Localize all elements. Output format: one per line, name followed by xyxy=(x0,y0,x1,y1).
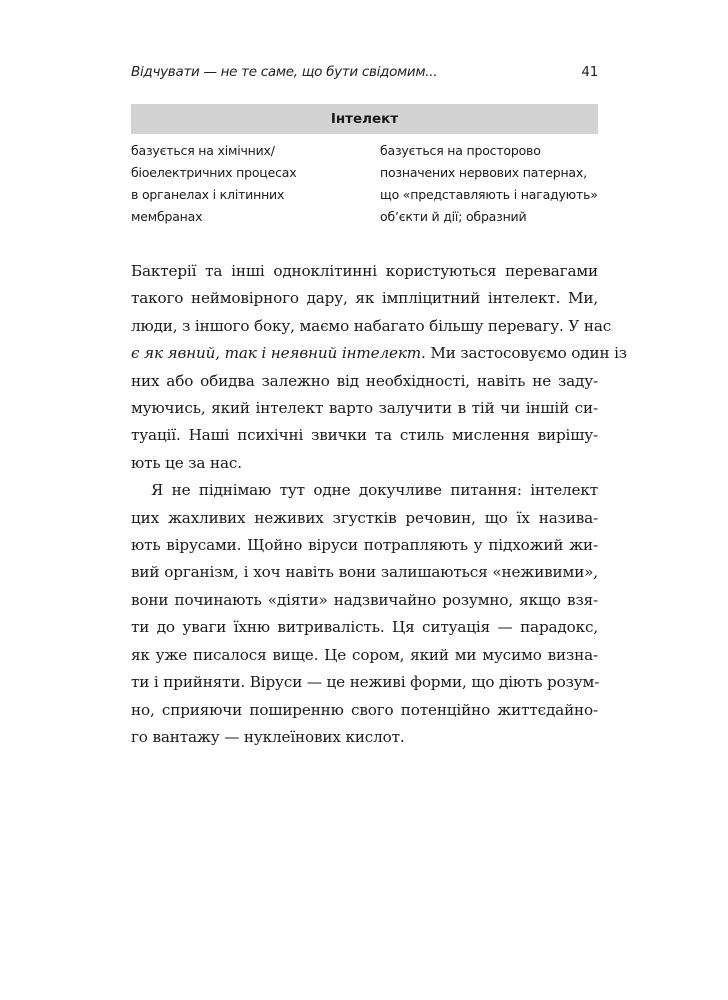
table-right-line: базується на просторово xyxy=(380,143,541,158)
text-span: Ми застосовуємо один із xyxy=(425,344,627,363)
text-line: такого неймовірного дару, як імпліцитний інтелект. Ми, xyxy=(131,289,598,308)
text-line: цих жахливих неживих згустків речовин, що їх назива- xyxy=(131,508,598,527)
text-line: го вантажу — нуклеїнових кислот. xyxy=(131,727,405,746)
text-line xyxy=(131,340,627,367)
running-head-title: Відчувати — не те саме, що бути свідомим... xyxy=(131,64,438,80)
table-right-line: позначених нервових патернах, xyxy=(380,165,587,180)
text-line: ють це за нас. xyxy=(131,453,242,472)
table-right-line: об’єкти й дії; образний xyxy=(380,209,527,224)
text-line: ти до уваги їхню витривалість. Ця ситуація — парадокс, xyxy=(131,618,598,637)
text-line: як уже писалося вище. Це сором, який ми мусимо визна- xyxy=(131,645,598,664)
comparison-table xyxy=(131,140,598,240)
table-left-line: базується на хімічних/ xyxy=(131,143,275,158)
italic-phrase: є як явний, так і неявний інтелект. xyxy=(131,344,426,363)
paragraph-1 xyxy=(131,258,627,477)
page-number: 41 xyxy=(581,64,598,80)
text-line: люди, з іншого боку, маємо набагато більшу перевагу. У нас xyxy=(131,316,612,335)
text-line: муючись, який інтелект варто залучити в тій чи іншій си- xyxy=(131,399,598,418)
text-line: Я не піднімаю тут одне докучливе питання: інтелект xyxy=(151,481,598,500)
text-line: Бактерії та інші одноклітинні користуються перевагами xyxy=(131,262,598,280)
paragraph-2 xyxy=(131,477,598,751)
text-line: туації. Наші психічні звички та стиль мислення вирішу- xyxy=(131,426,598,445)
running-head xyxy=(131,64,598,84)
text-line: вий організм, і хоч навіть вони залишаються «неживими», xyxy=(131,563,598,582)
text-line: них або обидва залежно від необхідності, навіть не заду- xyxy=(131,371,598,390)
table-left-column xyxy=(131,140,361,228)
table-left-line: мембранах xyxy=(131,209,203,224)
text-line: но, сприяючи поширенню свого потенційно життєдайно- xyxy=(131,700,598,719)
table-left-line: в органелах і клітинних xyxy=(131,187,285,202)
table-right-column xyxy=(380,140,598,228)
text-line: вони починають «діяти» надзвичайно розумно, якщо взя- xyxy=(131,590,598,609)
table-left-line: біоелектричних процесах xyxy=(131,165,297,180)
table-right-line: що «представляють і нагадують» xyxy=(380,187,598,202)
table-header: Інтелект xyxy=(131,104,598,134)
text-line: ти і прийняти. Віруси — це неживі форми, що діють розум- xyxy=(131,673,600,692)
body-text xyxy=(131,258,627,751)
text-line: ють вірусами. Щойно віруси потрапляють у підхожий жи- xyxy=(131,536,598,555)
